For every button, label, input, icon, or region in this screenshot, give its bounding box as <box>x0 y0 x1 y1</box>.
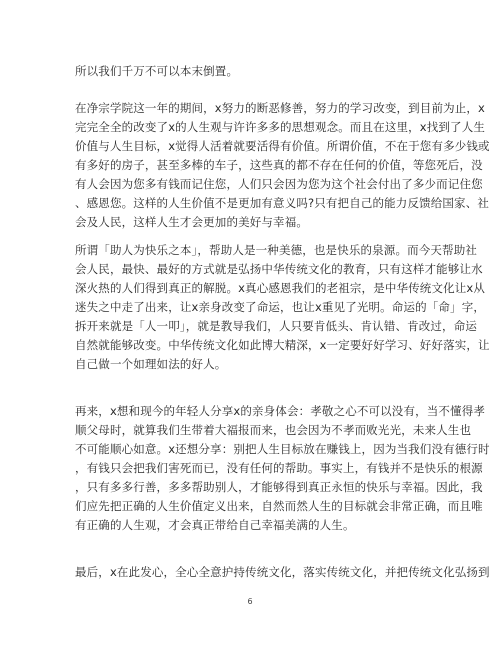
text-line: 迷失之中走了出来，让x亲身改变了命运，也让x重见了光明。命运的「命」字， <box>75 300 486 314</box>
text-line: 会及人民，这样人生才会更加的美好与幸福。 <box>75 215 308 229</box>
text-line: 再来，x想和现今的年轻人分享x的亲身体会：孝敬之心不可以没有，当不懂得孝 <box>75 404 486 418</box>
text-line: 有多好的房子，甚至多棒的车子，这些真的都不存在任何的价值，等您死后，没 <box>75 158 483 172</box>
text-line: 们应先把正确的人生价值定义出来，自然而然人生的目标就会非常正确，而且唯 <box>75 499 483 513</box>
text-line: 最后，x在此发心，全心全意护持传统文化，落实传统文化，并把传统文化弘扬到 <box>75 565 490 579</box>
text-line: ，只有多多行善，多多帮助别人，才能够得到真正永恒的快乐与幸福。因此，我 <box>75 480 483 494</box>
paragraph-4 <box>75 402 490 535</box>
paragraph-1 <box>75 62 427 81</box>
paragraph-5 <box>75 563 490 582</box>
text-line: 自己做一个如理如法的好人。 <box>75 357 227 371</box>
paragraph-2 <box>75 99 490 232</box>
text-line: 会人民，最快、最好的方式就是弘扬中华传统文化的教育，只有这样才能够让水 <box>75 262 483 276</box>
text-line: 、感恩您。这样的人生价值不是更加有意义吗?只有把自己的能力反馈给国家、社 <box>75 196 489 210</box>
text-line: 完完全全的改变了x的人生观与许许多多的思想观念。而且在这里，x找到了人生 <box>75 120 486 134</box>
text-line: 所谓「助人为快乐之本」，帮助人是一种美德，也是快乐的泉源。而今天帮助社 <box>75 243 477 257</box>
text-line: 自然就能够改变。中华传统文化如此博大精深，x一定要好好学习、好好落实，让 <box>75 338 490 352</box>
text-line: 不可能顺心如意。x还想分享：别把人生目标放在赚钱上，因为当我们没有德行时 <box>75 442 490 456</box>
text-line: 有正确的人生观，才会真正带给自己幸福美满的人生。 <box>75 518 355 532</box>
text-line: 在净宗学院这一年的期间，x努力的断恶修善，努力的学习改变，到目前为止，x <box>75 101 486 115</box>
text-line: 拆开来就是「人一叩」，就是教导我们，人只要肯低头、肯认错、肯改过，命运 <box>75 319 477 333</box>
text-line: ，有钱只会把我们害死而已，没有任何的帮助。事实上，有钱并不是快乐的根源 <box>75 461 483 475</box>
text-line: 深火热的人们得到真正的解脱。x真心感恩我们的老祖宗，是中华传统文化让x从 <box>75 281 486 295</box>
page-number: 6 <box>247 597 253 606</box>
text-line: 有人会因为您多有钱而记住您，人们只会因为您为这个社会付出了多少而记住您 <box>75 177 483 191</box>
text-line: 价值与人生目标，x觉得人活着就要活得有价值。所谓价值，不在于您有多少钱或 <box>75 139 490 153</box>
paragraph-3 <box>75 241 490 374</box>
text-line: 顺父母时，就算我们生带着大福报而来，也会因为不孝而败光光，未来人生也 <box>75 423 472 437</box>
text-line: 所以我们千万不可以本末倒置。 <box>75 64 239 78</box>
